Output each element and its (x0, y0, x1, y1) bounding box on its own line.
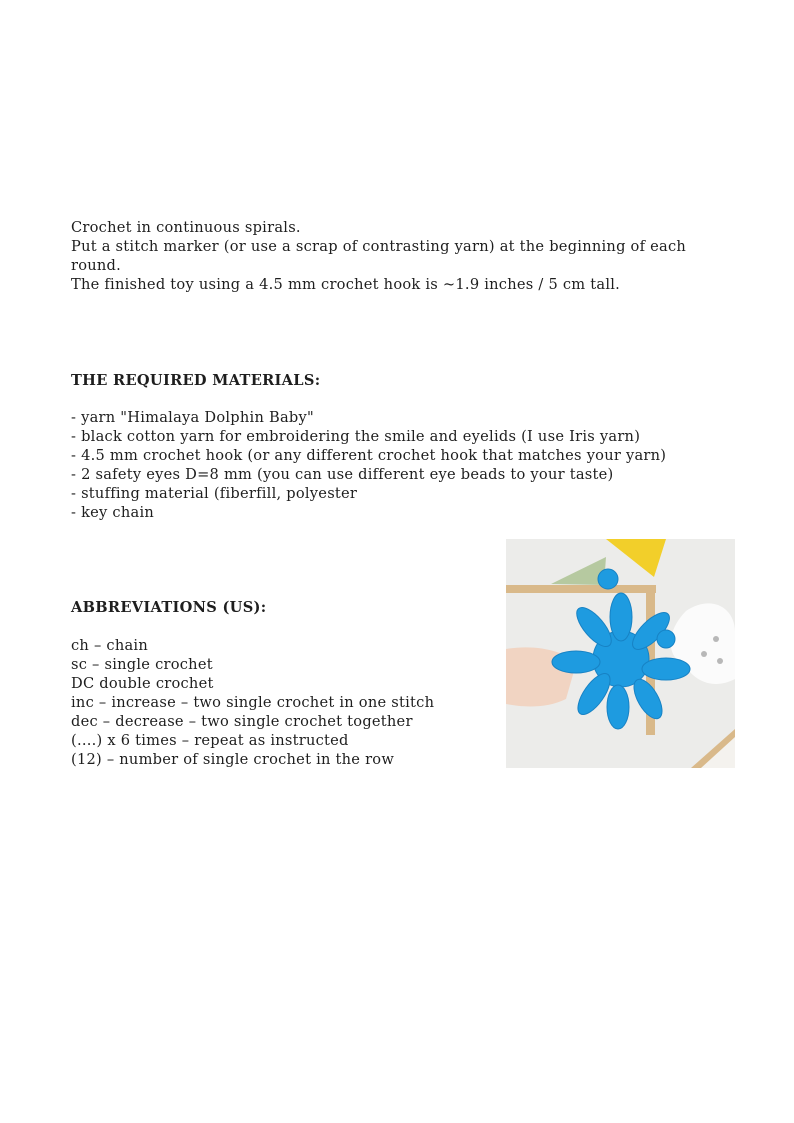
octopus-toy-photo (506, 539, 735, 768)
octopus-tentacle (607, 685, 629, 729)
tentacle-curl (657, 630, 675, 648)
abbreviations-heading: ABBREVIATIONS (US): (71, 599, 267, 616)
octopus-tentacle (610, 593, 632, 641)
materials-item: - 2 safety eyes D=8 mm (you can use different eye beads to your taste) (71, 466, 614, 483)
abbreviation-item: (....) x 6 times – repeat as instructed (71, 732, 349, 749)
octopus-tentacle (552, 651, 600, 673)
abbreviation-item: DC double crochet (71, 675, 214, 692)
abbreviation-item: inc – increase – two single crochet in one stitch (71, 694, 435, 711)
materials-item: - yarn "Himalaya Dolphin Baby" (71, 409, 314, 426)
intro-line: Put a stitch marker (or use a scrap of contrasting yarn) at the beginning of each (71, 238, 687, 255)
cloud-lamp-bulb (717, 658, 723, 664)
intro-line: Crochet in continuous spirals. (71, 219, 301, 236)
intro-line: The finished toy using a 4.5 mm crochet hook is ~1.9 inches / 5 cm tall. (71, 276, 621, 293)
abbreviation-item: sc – single crochet (71, 656, 213, 673)
materials-item: - black cotton yarn for embroidering the smile and eyelids (I use Iris yarn) (71, 428, 641, 445)
octopus-tentacle (642, 658, 690, 680)
wooden-frame-top (506, 585, 656, 593)
cloud-lamp-bulb (713, 636, 719, 642)
materials-item: - stuffing material (fiberfill, polyester (71, 485, 358, 502)
abbreviation-item: ch – chain (71, 637, 148, 654)
materials-list (71, 408, 666, 522)
tentacle-curl (598, 569, 618, 589)
abbreviations-list (71, 636, 434, 769)
materials-item: - key chain (71, 504, 155, 521)
materials-heading: THE REQUIRED MATERIALS: (71, 372, 321, 389)
octopus-photo-illustration (506, 539, 735, 768)
cloud-lamp-bulb (701, 651, 707, 657)
abbreviation-item: dec – decrease – two single crochet together (71, 713, 413, 730)
materials-item: - 4.5 mm crochet hook (or any different crochet hook that matches your yarn) (71, 447, 667, 464)
intro-line: round. (71, 257, 122, 274)
abbreviation-item: (12) – number of single crochet in the row (71, 751, 395, 768)
intro-paragraph (71, 218, 686, 294)
